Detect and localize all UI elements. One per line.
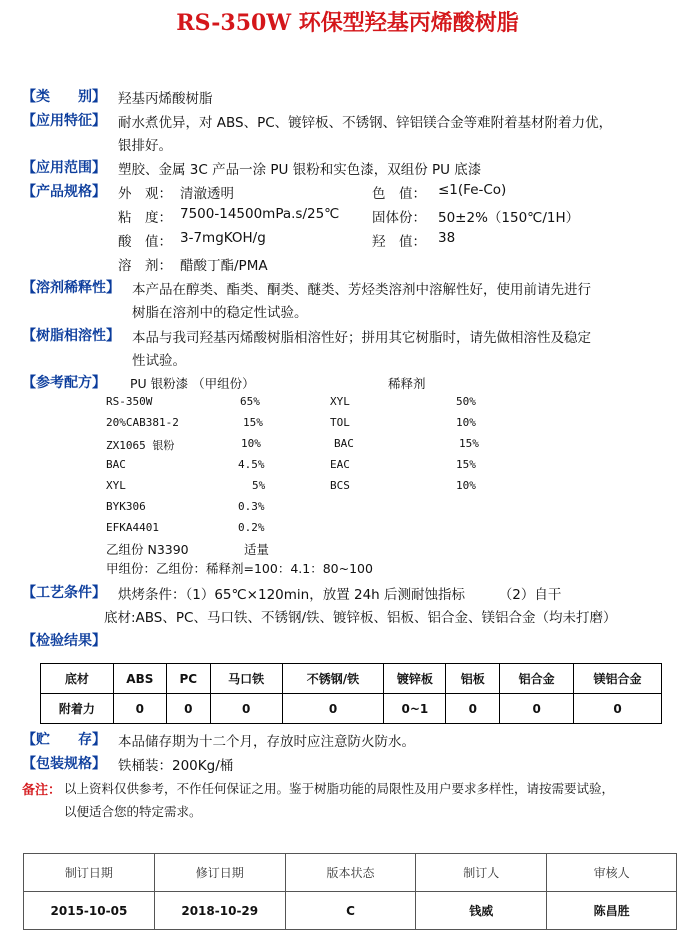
process-label: 【工艺条件】 — [22, 585, 106, 601]
formula-left-name: RS-350W — [106, 395, 153, 408]
features-label: 【应用特征】 — [22, 113, 106, 129]
spec-hydroxyl-key: 羟 值： — [372, 234, 426, 250]
spec-appearance-key: 外 观： — [118, 186, 172, 202]
category-value: 羟基丙烯酸树脂 — [118, 91, 213, 107]
specs-label: 【产品规格】 — [22, 184, 106, 200]
scope-label: 【应用范围】 — [22, 160, 106, 176]
test-value-cell: 0 — [574, 694, 662, 724]
spec-appearance-value: 清澈透明 — [180, 186, 234, 202]
formula-right-name: BAC — [334, 437, 354, 450]
test-header-cell: 马口铁 — [210, 664, 282, 694]
test-header-cell: ABS — [113, 664, 166, 694]
revision-header-row — [24, 854, 677, 892]
revision-header-cell: 制订人 — [416, 854, 547, 892]
compat-line1: 本品与我司羟基丙烯酸树脂相溶性好；拼用其它树脂时，请先做相溶性及稳定 — [132, 330, 591, 346]
test-header-cell: 镀锌板 — [384, 664, 446, 694]
formula-ratio: 甲组份：乙组份：稀释剂=100：4.1：80~100 — [106, 561, 373, 576]
formula-left-name: XYL — [106, 479, 126, 492]
spec-solvent-value: 醋酸丁酯/PMA — [180, 258, 268, 274]
compat-label: 【树脂相溶性】 — [22, 328, 120, 344]
revision-value-row — [24, 892, 677, 930]
formula-left-pct: 0.2% — [238, 521, 265, 534]
test-value-cell: 附着力 — [41, 694, 114, 724]
note-line1: 以上资料仅供参考，不作任何保证之用。鉴于树脂功能的局限性及用户要求多样性，请按需要试验， — [64, 781, 615, 796]
formula-label: 【参考配方】 — [22, 375, 106, 391]
formula-left-header: PU 银粉漆 （甲组份） — [130, 376, 255, 391]
formula-right-name: XYL — [330, 395, 350, 408]
test-results-table — [40, 663, 662, 724]
formula-right-pct: 50% — [456, 395, 476, 408]
test-value-cell: 0~1 — [384, 694, 446, 724]
revision-header-cell: 修订日期 — [154, 854, 285, 892]
test-header-cell: 镁铝合金 — [574, 664, 662, 694]
storage-value: 本品储存期为十二个月，存放时应注意防火防水。 — [118, 734, 415, 750]
revision-header-cell: 审核人 — [547, 854, 677, 892]
test-value-row — [41, 694, 662, 724]
note-label: 备注： — [22, 783, 62, 798]
revision-header-cell: 版本状态 — [285, 854, 416, 892]
test-value-cell: 0 — [500, 694, 574, 724]
formula-left-pct: 65% — [240, 395, 260, 408]
revision-value-cell: C — [285, 892, 416, 930]
formula-left-pct: 0.3% — [238, 500, 265, 513]
formula-left-name: BAC — [106, 458, 126, 471]
revision-table — [23, 853, 677, 930]
formula-left-name: ZX1065 银粉 — [106, 439, 175, 452]
formula-left-name: 20%CAB381-2 — [106, 416, 179, 429]
package-value: 铁桶装：200Kg/桶 — [118, 758, 234, 774]
formula-right-pct: 10% — [456, 416, 476, 429]
package-label: 【包装规格】 — [22, 756, 106, 772]
formula-left-name: EFKA4401 — [106, 521, 159, 534]
spec-solids-value: 50±2%（150℃/1H） — [438, 210, 580, 226]
compat-line2: 性试验。 — [132, 353, 186, 369]
dilution-label: 【溶剂稀释性】 — [22, 280, 120, 296]
test-header-cell: 不锈钢/铁 — [282, 664, 384, 694]
spec-viscosity-value: 7500-14500mPa.s/25℃ — [180, 206, 340, 222]
note-line2: 以便适合您的特定需求。 — [64, 804, 202, 819]
revision-value-cell: 钱威 — [416, 892, 547, 930]
process-line2: 底材:ABS、PC、马口铁、不锈钢/铁、镀锌板、铝板、铝合金、镁铝合金（均未打磨） — [104, 610, 617, 626]
process-line1: 烘烤条件：（1）65℃×120min，放置 24h 后测耐蚀指标 （2）自干 — [118, 587, 562, 603]
category-label: 【类 别】 — [22, 89, 106, 105]
page-title: RS-350W 环保型羟基丙烯酸树脂 — [176, 10, 519, 36]
formula-left-pct: 4.5% — [238, 458, 265, 471]
formula-left-pct: 10% — [241, 437, 261, 450]
formula-right-header: 稀释剂 — [388, 376, 426, 391]
test-label: 【检验结果】 — [22, 633, 106, 649]
test-header-cell: 铝板 — [446, 664, 500, 694]
formula-right-name: BCS — [330, 479, 350, 492]
spec-color-key: 色 值： — [372, 186, 426, 202]
test-header-cell: 底材 — [41, 664, 114, 694]
test-value-cell: 0 — [446, 694, 500, 724]
formula-right-name: EAC — [330, 458, 350, 471]
formula-left-pct: 5% — [252, 479, 266, 492]
spec-acid-key: 酸 值： — [118, 234, 172, 250]
formula-b-component: 乙组份 N3390 — [106, 542, 189, 557]
test-header-row — [41, 664, 662, 694]
features-line1: 耐水煮优异，对 ABS、PC、镀锌板、不锈钢、锌铝镁合金等难附着基材附着力优， — [118, 115, 613, 131]
formula-b-amount: 适量 — [244, 542, 270, 557]
dilution-line1: 本产品在醇类、酯类、酮类、醚类、芳烃类溶剂中溶解性好，使用前请先进行 — [132, 282, 591, 298]
test-header-cell: 铝合金 — [500, 664, 574, 694]
features-line2: 银排好。 — [118, 138, 172, 154]
revision-value-cell: 陈昌胜 — [547, 892, 677, 930]
formula-right-name: TOL — [330, 416, 350, 429]
spec-color-value: ≤1(Fe-Co) — [438, 182, 507, 198]
spec-solids-key: 固体份： — [372, 210, 426, 226]
test-value-cell: 0 — [113, 694, 166, 724]
test-value-cell: 0 — [166, 694, 210, 724]
formula-right-pct: 15% — [456, 458, 476, 471]
test-value-cell: 0 — [210, 694, 282, 724]
dilution-line2: 树脂在溶剂中的稳定性试验。 — [132, 305, 308, 321]
spec-hydroxyl-value: 38 — [438, 230, 456, 246]
formula-right-pct: 10% — [456, 479, 476, 492]
formula-right-pct: 15% — [459, 437, 479, 450]
revision-header-cell: 制订日期 — [24, 854, 155, 892]
formula-left-pct: 15% — [243, 416, 263, 429]
scope-value: 塑胶、金属 3C 产品一涂 PU 银粉和实色漆，双组份 PU 底漆 — [118, 162, 482, 178]
test-value-cell: 0 — [282, 694, 384, 724]
test-header-cell: PC — [166, 664, 210, 694]
spec-acid-value: 3-7mgKOH/g — [180, 230, 266, 246]
formula-left-name: BYK306 — [106, 500, 146, 513]
storage-label: 【贮 存】 — [22, 732, 106, 748]
revision-value-cell: 2015-10-05 — [24, 892, 155, 930]
spec-solvent-key: 溶 剂： — [118, 258, 172, 274]
revision-value-cell: 2018-10-29 — [154, 892, 285, 930]
spec-viscosity-key: 粘 度： — [118, 210, 172, 226]
